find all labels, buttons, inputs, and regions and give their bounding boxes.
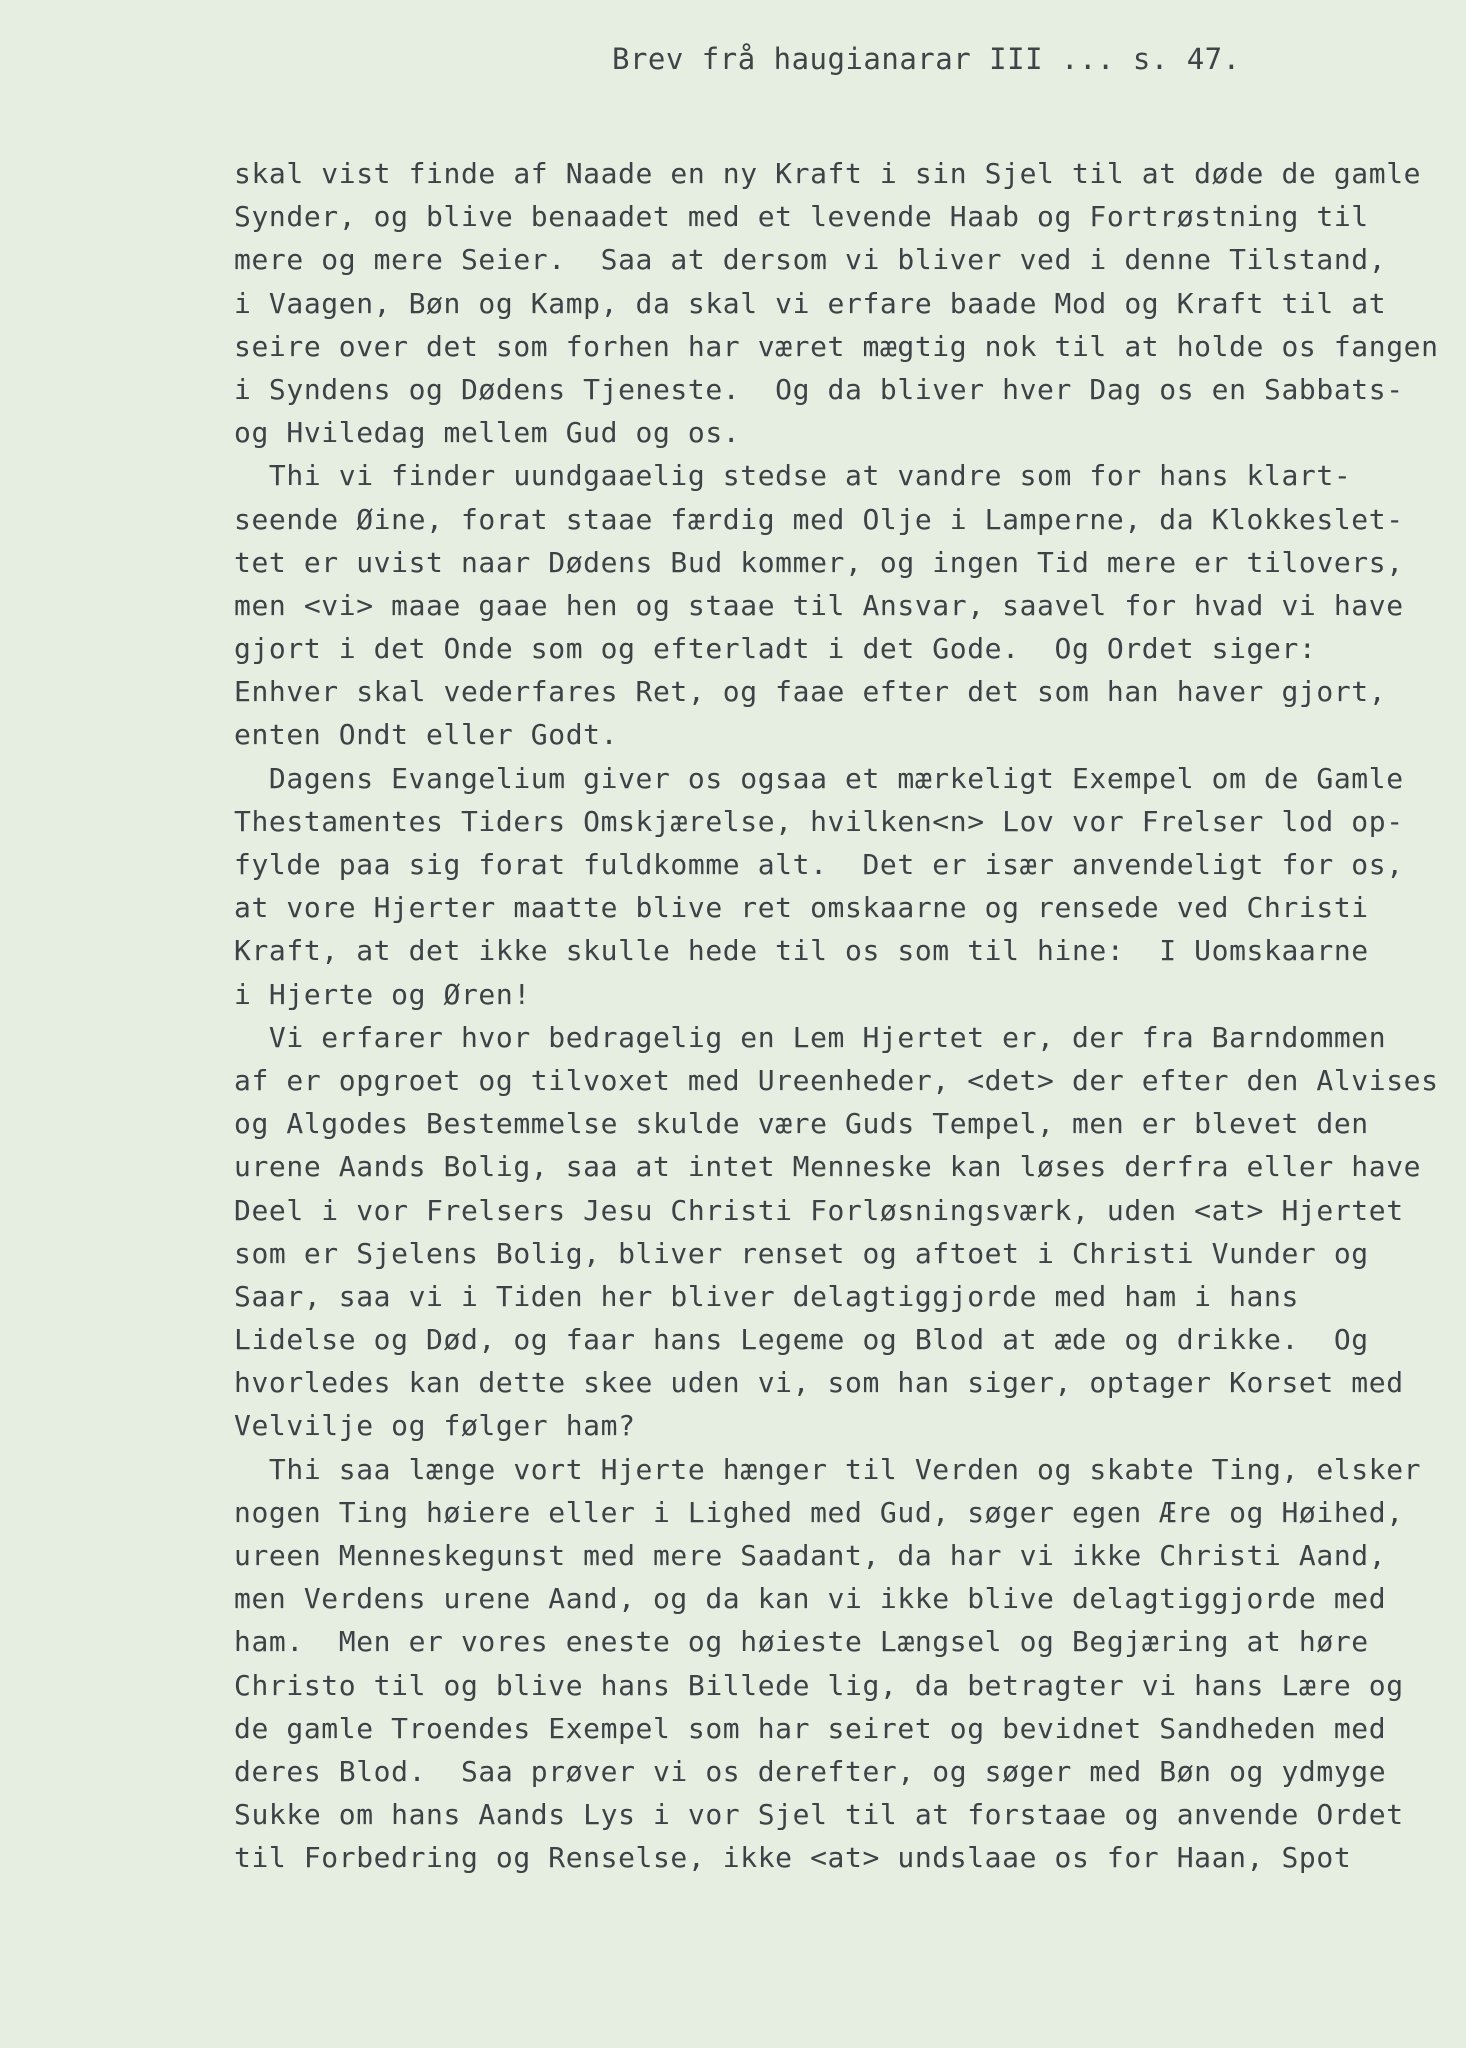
text-line: i Vaagen, Bøn og Kamp, da skal vi erfare baade Mod og Kraft til at <box>234 286 1387 320</box>
text-line: Synder, og blive benaadet med et levende Haab og Fortrøstning til <box>234 200 1369 234</box>
text-line: at vore Hjerter maatte blive ret omskaarne og rensede ved Christi <box>234 891 1369 925</box>
text-line: Thi vi finder uundgaaelig stedse at vandre som for hans klart- <box>234 459 1352 493</box>
letter-body <box>234 152 1439 1880</box>
text-line: Christo til og blive hans Billede lig, da betragter vi hans Lære og <box>234 1668 1404 1702</box>
text-line: gjort i det Onde som og efterladt i det Gode. Og Ordet siger: <box>234 632 1317 666</box>
text-line: enten Ondt eller Godt. <box>234 718 619 752</box>
text-line: ureen Menneskegunst med mere Saadant, da har vi ikke Christi Aand, <box>234 1539 1387 1572</box>
text-line: i Hjerte og Øren! <box>234 977 531 1011</box>
text-line: Deel i vor Frelsers Jesu Christi Forløsningsværk, uden <at> Hjertet <box>234 1193 1404 1227</box>
text-line: fylde paa sig forat fuldkomme alt. Det er især anvendeligt for os, <box>234 848 1404 881</box>
text-line: af er opgroet og tilvoxet med Ureenheder, <det> der efter den Alvises <box>234 1063 1439 1097</box>
text-line: som er Sjelens Bolig, bliver renset og aftoet i Christi Vunder og <box>234 1236 1369 1270</box>
text-line: urene Aands Bolig, saa at intet Menneske kan løses derfra eller have <box>234 1150 1422 1184</box>
text-line: og Hviledag mellem Gud og os. <box>234 416 741 450</box>
text-line: nogen Ting høiere eller i Lighed med Gud, søger egen Ære og Høihed, <box>234 1495 1404 1529</box>
text-line: i Syndens og Dødens Tjeneste. Og da bliver hver Dag os en Sabbats- <box>234 372 1404 406</box>
text-line: Vi erfarer hvor bedragelig en Lem Hjertet er, der fra Barndommen <box>234 1020 1387 1054</box>
text-line: Kraft, at det ikke skulle hede til os som til hine: I Uomskaarne <box>234 934 1369 968</box>
text-line: Velvilje og følger ham? <box>234 1409 636 1443</box>
text-line: tet er uvist naar Dødens Bud kommer, og ingen Tid mere er tilovers, <box>234 545 1404 579</box>
text-line: skal vist finde af Naade en ny Kraft i sin Sjel til at døde de gamle <box>234 157 1422 190</box>
text-line: men <vi> maae gaae hen og staae til Ansvar, saavel for hvad vi have <box>234 588 1404 622</box>
text-line: mere og mere Seier. Saa at dersom vi bliver ved i denne Tilstand, <box>234 243 1387 277</box>
text-line: Lidelse og Død, og faar hans Legeme og Blod at æde og drikke. Og <box>234 1323 1369 1357</box>
text-line: deres Blod. Saa prøver vi os derefter, og søger med Bøn og ydmyge <box>234 1754 1387 1788</box>
text-line: og Algodes Bestemmelse skulde være Guds Tempel, men er blevet den <box>234 1107 1369 1141</box>
text-line: de gamle Troendes Exempel som har seiret og bevidnet Sandheden med <box>234 1711 1387 1745</box>
page-header: Brev frå haugianarar III ... s. 47. <box>612 42 1241 76</box>
text-line: hvorledes kan dette skee uden vi, som han siger, optager Korset med <box>234 1366 1404 1400</box>
text-line: Thestamentes Tiders Omskjærelse, hvilken<n> Lov vor Frelser lod op- <box>234 804 1404 838</box>
text-line: til Forbedring og Renselse, ikke <at> undslaae os for Haan, Spot <box>234 1841 1352 1875</box>
text-line: Thi saa længe vort Hjerte hænger til Verden og skabte Ting, elsker <box>234 1452 1422 1486</box>
text-line: Dagens Evangelium giver os ogsaa et mærkeligt Exempel om de Gamle <box>234 761 1404 795</box>
text-line: ham. Men er vores eneste og høieste Længsel og Begjæring at høre <box>234 1625 1369 1659</box>
text-line: men Verdens urene Aand, og da kan vi ikke blive delagtiggjorde med <box>234 1582 1387 1616</box>
text-line: Saar, saa vi i Tiden her bliver delagtiggjorde med ham i hans <box>234 1279 1299 1313</box>
text-line: seende Øine, forat staae færdig med Olje i Lamperne, da Klokkeslet- <box>234 502 1404 536</box>
text-line: seire over det som forhen har været mægtig nok til at holde os fangen <box>234 329 1439 363</box>
text-line: Enhver skal vederfares Ret, og faae efter det som han haver gjort, <box>234 675 1387 709</box>
text-line: Sukke om hans Aands Lys i vor Sjel til at forstaae og anvende Ordet <box>234 1798 1404 1832</box>
